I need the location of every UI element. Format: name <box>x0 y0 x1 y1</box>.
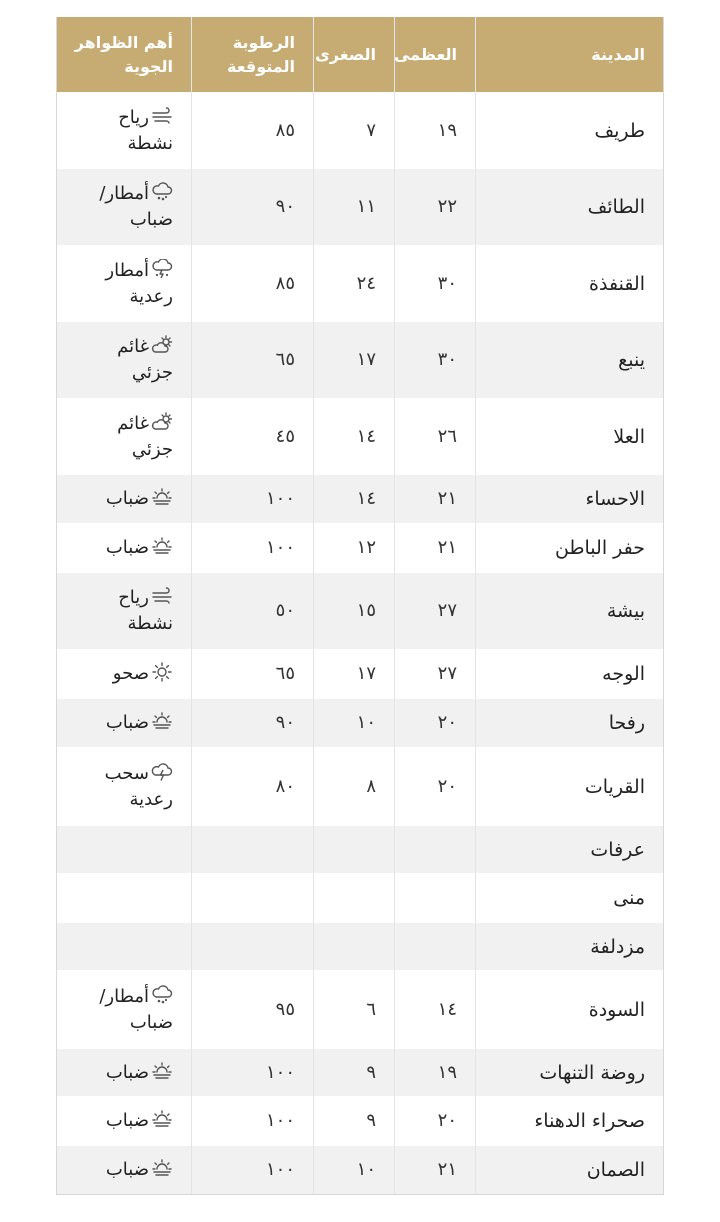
min-temp-cell: ٦ <box>314 970 395 1049</box>
min-temp-cell <box>314 923 395 970</box>
weather-table-container <box>57 17 664 1195</box>
rain-cloud-icon <box>151 985 173 1005</box>
min-temp-cell: ١٠ <box>314 699 395 747</box>
max-temp-cell: ٢٢ <box>395 169 476 245</box>
table-row <box>57 826 664 873</box>
condition-label: ضباب <box>105 488 149 509</box>
fog-icon <box>151 487 173 507</box>
max-temp-cell <box>395 826 476 873</box>
condition-label: غائم جزئي <box>117 412 173 460</box>
min-temp-cell: ١١ <box>314 169 395 245</box>
condition-label: أمطار/ضباب <box>99 985 173 1033</box>
min-temp-cell: ٩ <box>314 1049 395 1096</box>
condition-label: ضباب <box>105 537 149 558</box>
condition-cell <box>57 1096 192 1146</box>
humidity-cell: ٥٠ <box>192 573 314 649</box>
sun-icon <box>151 662 173 682</box>
max-temp-cell: ٣٠ <box>395 322 476 398</box>
condition-cell <box>57 523 192 573</box>
condition-cell <box>57 747 192 826</box>
max-temp-cell: ٢١ <box>395 1146 476 1195</box>
humidity-cell: ٩٠ <box>192 169 314 245</box>
min-temp-cell: ١٧ <box>314 649 395 699</box>
table-row <box>57 245 664 322</box>
city-cell: الصمان <box>476 1146 664 1195</box>
condition-cell <box>57 923 192 970</box>
city-cell: العلا <box>476 398 664 475</box>
humidity-cell: ١٠٠ <box>192 523 314 573</box>
humidity-cell: ٤٥ <box>192 398 314 475</box>
condition-label: رياح نشطة <box>118 106 173 154</box>
humidity-cell: ٦٥ <box>192 322 314 398</box>
table-row <box>57 649 664 699</box>
table-row <box>57 573 664 649</box>
condition-cell <box>57 169 192 245</box>
city-cell: صحراء الدهناء <box>476 1096 664 1146</box>
table-row <box>57 1096 664 1146</box>
max-temp-cell: ٣٠ <box>395 245 476 322</box>
max-temp-cell <box>395 873 476 923</box>
wind-icon <box>151 586 173 606</box>
header-conditions: أهم الظواهر الجوية <box>57 17 192 92</box>
max-temp-cell: ٢١ <box>395 475 476 523</box>
table-row <box>57 322 664 398</box>
condition-cell <box>57 475 192 523</box>
condition-cell <box>57 92 192 169</box>
thunder-rain-icon <box>151 259 173 279</box>
max-temp-cell: ٢٠ <box>395 1096 476 1146</box>
fog-icon <box>151 1158 173 1178</box>
humidity-cell: ١٠٠ <box>192 1096 314 1146</box>
humidity-cell <box>192 873 314 923</box>
table-row <box>57 169 664 245</box>
max-temp-cell: ٢٦ <box>395 398 476 475</box>
table-row <box>57 523 664 573</box>
city-cell: عرفات <box>476 826 664 873</box>
city-cell: منى <box>476 873 664 923</box>
max-temp-cell: ٢٠ <box>395 699 476 747</box>
thunder-cloud-icon <box>151 762 173 782</box>
max-temp-cell: ٢٧ <box>395 649 476 699</box>
humidity-cell: ٨٠ <box>192 747 314 826</box>
min-temp-cell: ١٠ <box>314 1146 395 1195</box>
max-temp-cell: ١٤ <box>395 970 476 1049</box>
max-temp-cell <box>395 923 476 970</box>
humidity-cell: ٨٥ <box>192 245 314 322</box>
rain-cloud-icon <box>151 182 173 202</box>
min-temp-cell <box>314 826 395 873</box>
header-max-temp: العظمى <box>395 17 476 92</box>
wind-icon <box>151 106 173 126</box>
max-temp-cell: ٢١ <box>395 523 476 573</box>
humidity-cell: ٩٥ <box>192 970 314 1049</box>
condition-label: أمطار/ضباب <box>99 183 173 230</box>
humidity-cell <box>192 923 314 970</box>
weather-table <box>56 17 664 1195</box>
condition-label: صحو <box>112 663 149 684</box>
table-row <box>57 1146 664 1195</box>
max-temp-cell: ٢٠ <box>395 747 476 826</box>
fog-icon <box>151 1061 173 1081</box>
table-row <box>57 475 664 523</box>
partly-cloudy-icon <box>151 335 173 355</box>
city-cell: الطائف <box>476 169 664 245</box>
condition-cell <box>57 322 192 398</box>
table-row <box>57 398 664 475</box>
min-temp-cell: ١٧ <box>314 322 395 398</box>
condition-cell <box>57 245 192 322</box>
max-temp-cell: ١٩ <box>395 1049 476 1096</box>
min-temp-cell <box>314 873 395 923</box>
city-cell: مزدلفة <box>476 923 664 970</box>
min-temp-cell: ٢٤ <box>314 245 395 322</box>
table-row <box>57 873 664 923</box>
condition-cell <box>57 1146 192 1195</box>
table-header-row <box>57 17 664 92</box>
city-cell: ينبع <box>476 322 664 398</box>
condition-label: ضباب <box>105 1110 149 1131</box>
city-cell: القنفذة <box>476 245 664 322</box>
header-city: المدينة <box>476 17 664 92</box>
humidity-cell: ٩٠ <box>192 699 314 747</box>
header-humidity: الرطوبة المتوقعة <box>192 17 314 92</box>
condition-cell <box>57 398 192 475</box>
humidity-cell: ١٠٠ <box>192 475 314 523</box>
min-temp-cell: ١٤ <box>314 475 395 523</box>
condition-label: رياح نشطة <box>118 587 173 634</box>
humidity-cell: ٦٥ <box>192 649 314 699</box>
city-cell: السودة <box>476 970 664 1049</box>
humidity-cell: ٨٥ <box>192 92 314 169</box>
condition-label: سحب رعدية <box>104 762 173 810</box>
city-cell: طريف <box>476 92 664 169</box>
fog-icon <box>151 1109 173 1129</box>
condition-label: أمطار رعدية <box>105 259 173 307</box>
condition-cell <box>57 649 192 699</box>
condition-cell <box>57 1049 192 1096</box>
humidity-cell: ١٠٠ <box>192 1049 314 1096</box>
fog-icon <box>151 536 173 556</box>
max-temp-cell: ١٩ <box>395 92 476 169</box>
min-temp-cell: ٩ <box>314 1096 395 1146</box>
min-temp-cell: ١٤ <box>314 398 395 475</box>
condition-label: ضباب <box>105 712 149 733</box>
condition-cell <box>57 699 192 747</box>
condition-cell <box>57 873 192 923</box>
table-body <box>57 92 664 1195</box>
humidity-cell: ١٠٠ <box>192 1146 314 1195</box>
condition-label: غائم جزئي <box>117 336 173 383</box>
condition-label: ضباب <box>105 1061 149 1083</box>
table-row <box>57 923 664 970</box>
min-temp-cell: ٨ <box>314 747 395 826</box>
max-temp-cell: ٢٧ <box>395 573 476 649</box>
header-min-temp: الصغرى <box>314 17 395 92</box>
city-cell: روضة التنهات <box>476 1049 664 1096</box>
humidity-cell <box>192 826 314 873</box>
condition-cell <box>57 573 192 649</box>
partly-cloudy-icon <box>151 412 173 432</box>
table-row <box>57 970 664 1049</box>
min-temp-cell: ١٢ <box>314 523 395 573</box>
min-temp-cell: ٧ <box>314 92 395 169</box>
condition-cell <box>57 826 192 873</box>
table-row <box>57 699 664 747</box>
city-cell: رفحا <box>476 699 664 747</box>
city-cell: حفر الباطن <box>476 523 664 573</box>
city-cell: الوجه <box>476 649 664 699</box>
fog-icon <box>151 711 173 731</box>
city-cell: الاحساء <box>476 475 664 523</box>
table-row <box>57 747 664 826</box>
city-cell: القريات <box>476 747 664 826</box>
min-temp-cell: ١٥ <box>314 573 395 649</box>
condition-label: ضباب <box>105 1159 149 1180</box>
table-row <box>57 92 664 169</box>
condition-cell <box>57 970 192 1049</box>
table-row <box>57 1049 664 1096</box>
city-cell: بيشة <box>476 573 664 649</box>
